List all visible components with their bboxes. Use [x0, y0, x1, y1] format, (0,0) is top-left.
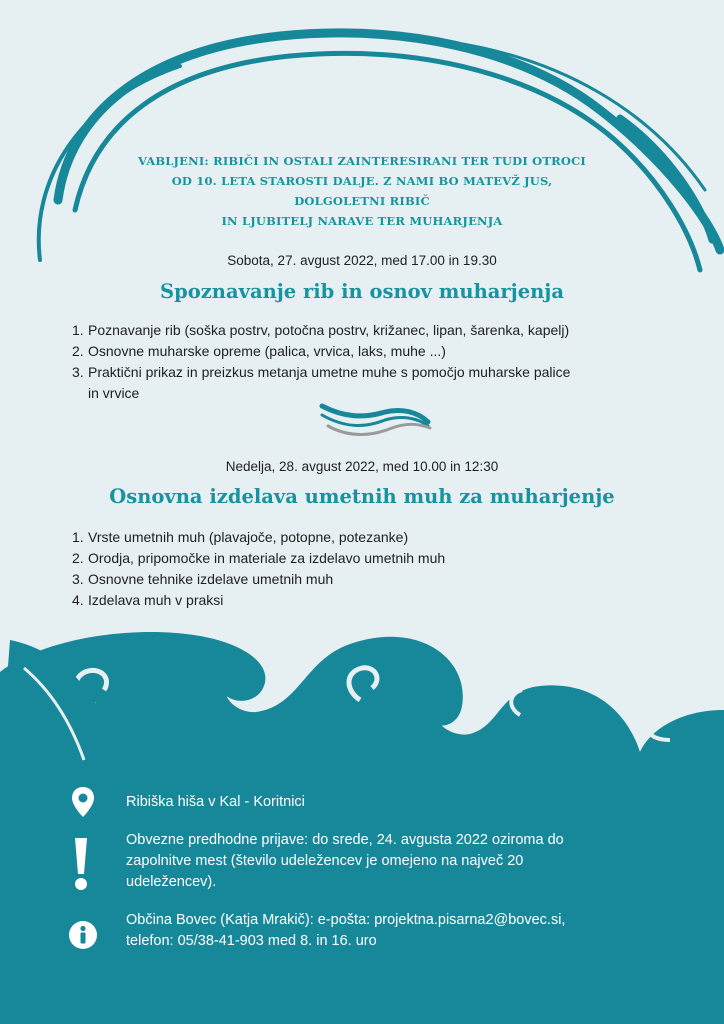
session1-list: [72, 320, 570, 404]
list-number: 3.: [72, 571, 84, 587]
location-text: Ribiška hiša v Kal - Koritnici: [126, 794, 305, 810]
contact-text: [126, 910, 666, 952]
contact-line: Občina Bovec (Katja Mrakič): e-pošta: projektna.pisarna2@bovec.si,: [126, 912, 566, 928]
list-item: [72, 548, 445, 569]
list-text: Praktični prikaz in preizkus metanja umetne muhe s pomočjo muharske palice: [88, 364, 571, 380]
list-item: [72, 320, 570, 341]
list-item: [72, 569, 445, 590]
list-text: Vrste umetnih muh (plavajoče, potopne, potezanke): [88, 529, 409, 545]
wave-divider-icon: [322, 406, 430, 435]
session2-list: [72, 527, 445, 611]
intro-line: VABLJENI: RIBIČI IN OSTALI ZAINTERESIRANI TER TUDI OTROCI: [137, 154, 587, 168]
list-number: 1.: [72, 322, 84, 338]
location-pin-icon: [70, 786, 96, 818]
intro-line: IN LJUBITELJ NARAVE TER MUHARJENJA: [221, 214, 503, 228]
session2-title: Osnovna izdelava umetnih muh za muharjenje: [109, 485, 615, 508]
list-text: Poznavanje rib (soška postrv, potočna postrv, križanec, lipan, šarenka, kapelj): [88, 322, 570, 338]
intro-text: [130, 151, 594, 231]
list-item: [72, 341, 570, 362]
info-icon: [68, 920, 98, 950]
list-text: Osnovne tehnike izdelave umetnih muh: [88, 571, 334, 587]
list-text: Izdelava muh v praksi: [88, 592, 224, 608]
session1-title: Spoznavanje rib in osnov muharjenja: [160, 280, 564, 303]
contact-line: telefon: 05/38-41-903 med 8. in 16. uro: [126, 933, 377, 949]
list-item: [72, 362, 570, 404]
list-number: 2.: [72, 550, 84, 566]
session2-date: Nedelja, 28. avgust 2022, med 10.00 in 12:30: [225, 459, 499, 474]
list-number: 2.: [72, 343, 84, 359]
list-text: Osnovne muharske opreme (palica, vrvica, laks, muhe ...): [88, 343, 446, 359]
exclamation-icon: [72, 836, 90, 892]
list-item: [72, 590, 445, 611]
registration-line: Obvezne predhodne prijave: do srede, 24. avgusta 2022 oziroma do: [126, 832, 564, 848]
list-number: 3.: [72, 364, 84, 380]
intro-line: OD 10. LETA STAROSTI DALJE. Z NAMI BO MATEVŽ JUS, DOLGOLETNI RIBIČ: [171, 174, 553, 208]
registration-text: [126, 830, 666, 893]
session1-date: Sobota, 27. avgust 2022, med 17.00 in 19.30: [227, 253, 497, 268]
list-number: 4.: [72, 592, 84, 608]
registration-line: udeležencev).: [126, 874, 217, 890]
list-number: 1.: [72, 529, 84, 545]
list-text-continued: in vrvice: [88, 385, 140, 401]
list-item: [72, 527, 445, 548]
list-text: Orodja, pripomočke in materiale za izdelavo umetnih muh: [88, 550, 446, 566]
registration-line: zapolnitve mest (število udeležencev je omejeno na največ 20: [126, 853, 524, 869]
